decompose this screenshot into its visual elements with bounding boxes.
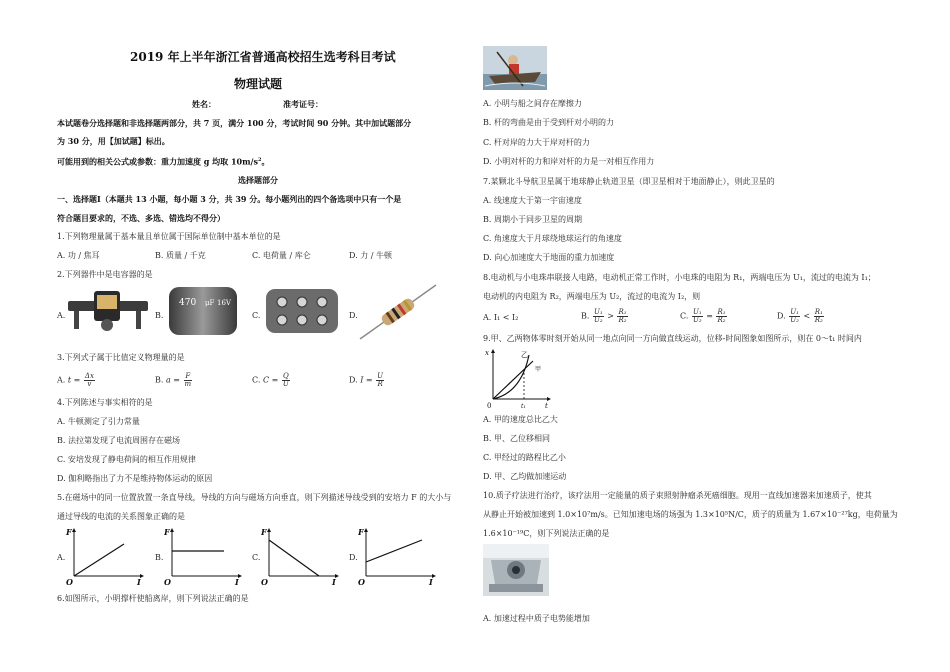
q2-cap-voltage: 16V	[217, 299, 231, 307]
q2-device-b-image	[165, 285, 241, 337]
q7-option-c: C. 角速度大于月球绕地球运行的角速度	[483, 234, 622, 243]
q5-graph-d	[358, 526, 438, 586]
q5-graph-a	[66, 526, 146, 586]
q1-stem: 1.下列物理量属于基本量且单位属于国际单位制中基本单位的是	[57, 232, 281, 241]
q2-cap-value: 470	[179, 298, 197, 308]
q9-option-a: A. 甲的速度总比乙大	[483, 415, 558, 424]
q9-line-jia	[493, 361, 533, 399]
q5-graph-b	[164, 526, 244, 586]
q10-stem-2: 从静止开始被加速到 1.0×10⁷m/s。已知加速电场的场强为 1.3×10⁵N/C，质子的质量为 1.67×10⁻²⁷kg，电荷量为	[483, 510, 898, 519]
q1-option-a: A. 功 / 焦耳	[57, 251, 100, 260]
q1-option-c: C. 电荷量 / 库仑	[252, 251, 311, 260]
q4-option-b: B. 法拉第发现了电流周围存在磁场	[57, 436, 180, 445]
intro-line-3: 可能用到的相关公式或参数：重力加速度 g 均取 $10m/s^2$。	[57, 156, 270, 167]
q9-option-b: B. 甲、乙位移相同	[483, 434, 550, 443]
q2-label-c: C.	[252, 311, 261, 320]
q2-device-c-image	[262, 285, 342, 337]
id-label: 准考证号：	[283, 99, 323, 109]
q5-axis-f-c: F	[261, 527, 267, 537]
q9-option-c: C. 甲经过的路程比乙小	[483, 453, 566, 462]
q6-stem: 6.如图所示，小明撑杆使船离岸，则下列说法正确的是	[57, 594, 249, 603]
q4-option-d: D. 伽利略指出了力不是维持物体运动的原因	[57, 474, 213, 483]
q4-option-c: C. 安培发现了静电荷间的相互作用规律	[57, 455, 196, 464]
q9-origin: 0	[487, 402, 492, 409]
q10-stem-1: 10.质子疗法进行治疗，该疗法用一定能量的质子束照射肿瘤杀死癌细胞。现用一直线加速器来加速质子，使其	[483, 491, 872, 500]
q8-stem-2: 电动机的内电阻为 R₂，两端电压为 U₂，流过的电流为 I₂，则	[483, 292, 701, 301]
q8-stem-1: 8.电动机与小电珠串联接人电路，电动机正常工作时，小电珠的电阻为 R₁，两端电压为 U₁，流过的电流为 I₁；	[483, 273, 876, 282]
q5-axis-f-a: F	[66, 527, 72, 537]
exam-title: 2019 年上半年浙江省普通高校招生选考科目考试	[130, 50, 396, 64]
q3-option-d: D. I = $\frac{U}{R}$	[349, 372, 384, 388]
q9-yi-label: 乙	[521, 351, 528, 359]
q5-label-a: A.	[57, 553, 66, 562]
section-title: 选择题部分	[238, 175, 278, 185]
intro-line-2: 为 30 分，用【加试题】标出。	[57, 136, 170, 146]
q5-axis-i-a: I	[137, 577, 141, 586]
q2-cap-unit: μF	[205, 299, 215, 307]
q5-axis-i-c: I	[332, 577, 336, 586]
q6-option-b: B. 杆的弯曲是由于受到杆对小明的力	[483, 118, 614, 127]
q2-stem: 2.下列器件中是电容器的是	[57, 270, 153, 279]
q1-option-b: B. 质量 / 千克	[155, 251, 206, 260]
q6-boat-image	[483, 46, 547, 90]
q5-axis-i-d: I	[429, 577, 433, 586]
q4-option-a: A. 牛顿测定了引力常量	[57, 417, 140, 426]
q8-option-a: A. I₁ < I₂	[483, 313, 519, 322]
q3-option-c: C. C = $\frac{Q}{U}$	[252, 372, 289, 388]
q5-label-d: D.	[349, 553, 358, 562]
q5-graph-c	[261, 526, 341, 586]
name-label: 姓名：	[192, 99, 216, 109]
q2-label-b: B.	[155, 311, 164, 320]
q5-stem-1: 5.在磁场中的同一位置放置一条直导线，导线的方向与磁场方向垂直，则下列描述导线受到的安培力 F 的大小与	[57, 493, 452, 502]
q5-line-a	[74, 544, 124, 576]
q9-curve-yi	[493, 355, 529, 399]
q10-option-a: A. 加速过程中质子电势能增加	[483, 614, 590, 623]
q7-option-d: D. 向心加速度大于地面的重力加速度	[483, 253, 615, 262]
q6-option-c: C. 杆对岸的力大于岸对杆的力	[483, 138, 590, 147]
part1-line-1: 一、选择题Ⅰ（本题共 13 小题，每小题 3 分，共 39 分。每小题列出的四个备选项中只有一个是	[57, 194, 402, 204]
q10-treatment-image	[483, 544, 549, 596]
q3-option-b: B. a = $\frac{F}{m}$	[155, 372, 192, 388]
q8-option-b: B. $\frac{\text{U₁}}{\text{U₂}}$ > $\frac{\text{R₁}}{\text{R₂}}$	[581, 308, 627, 324]
q8-option-d: D. $\frac{\text{U₁}}{\text{U₂}}$ < $\frac{\text{R₁}}{\text{R₂}}$	[777, 308, 823, 324]
q5-label-c: C.	[252, 553, 261, 562]
q10-stem-3: 1.6×10⁻¹⁹C，则下列说法正确的是	[483, 529, 610, 538]
q5-axis-i-b: I	[235, 577, 239, 586]
q3-option-a: A. t = $\frac{\Delta x}{v}$	[57, 372, 94, 388]
q5-axis-f-d: F	[358, 527, 364, 537]
q3-stem: 3.下列式子属于比值定义物理量的是	[57, 353, 185, 362]
q9-jia-label: 甲	[535, 366, 542, 373]
q5-axis-f-b: F	[164, 527, 170, 537]
q5-origin-c: O	[261, 577, 268, 586]
q4-stem: 4.下列陈述与事实相符的是	[57, 398, 153, 407]
q5-origin-d: O	[358, 577, 365, 586]
q1-option-d: D. 力 / 牛顿	[349, 251, 392, 260]
q2-label-d: D.	[349, 311, 358, 320]
q6-option-d: D. 小明对杆的力和岸对杆的力是一对相互作用力	[483, 157, 655, 166]
q9-graph	[483, 347, 551, 409]
q5-origin-a: O	[66, 577, 73, 586]
q6-option-a: A. 小明与船之间存在摩擦力	[483, 99, 582, 108]
q5-label-b: B.	[155, 553, 164, 562]
q7-option-a: A. 线速度大于第一宇宙速度	[483, 196, 582, 205]
q7-stem: 7.某颗北斗导航卫星属于地球静止轨道卫星（即卫星相对于地面静止），则此卫星的	[483, 177, 775, 186]
q9-t1-label: t₁	[521, 403, 526, 409]
q2-device-d-image	[358, 283, 438, 341]
q2-label-a: A.	[57, 311, 66, 320]
q9-x-label: x	[485, 349, 489, 357]
q5-origin-b: O	[164, 577, 171, 586]
q5-line-c	[269, 540, 319, 576]
intro-line-1: 本试题卷分选择题和非选择题两部分，共 7 页，满分 100 分，考试时间 90 分钟。其中加试题部分	[57, 118, 412, 128]
q9-option-d: D. 甲、乙均做加速运动	[483, 472, 567, 481]
part1-line-2: 符合题目要求的，不选、多选、错选均不得分）	[57, 213, 225, 223]
q7-option-b: B. 周期小于同步卫星的周期	[483, 215, 582, 224]
q9-stem: 9.甲、乙两物体零时刻开始从同一地点向同一方向做直线运动，位移-时间图象如图所示，则在 0～t₁ 时间内	[483, 334, 862, 343]
q2-device-a-image	[66, 285, 150, 337]
q8-option-c: C. $\frac{\text{U₁}}{\text{U₂}}$ = $\frac{\text{R₁}}{\text{R₂}}$	[680, 308, 726, 324]
q9-t-label: t	[545, 402, 548, 409]
q5-line-d	[366, 540, 422, 562]
q5-stem-2: 通过导线的电流的关系图象正确的是	[57, 512, 185, 521]
exam-subtitle: 物理试题	[234, 77, 283, 91]
